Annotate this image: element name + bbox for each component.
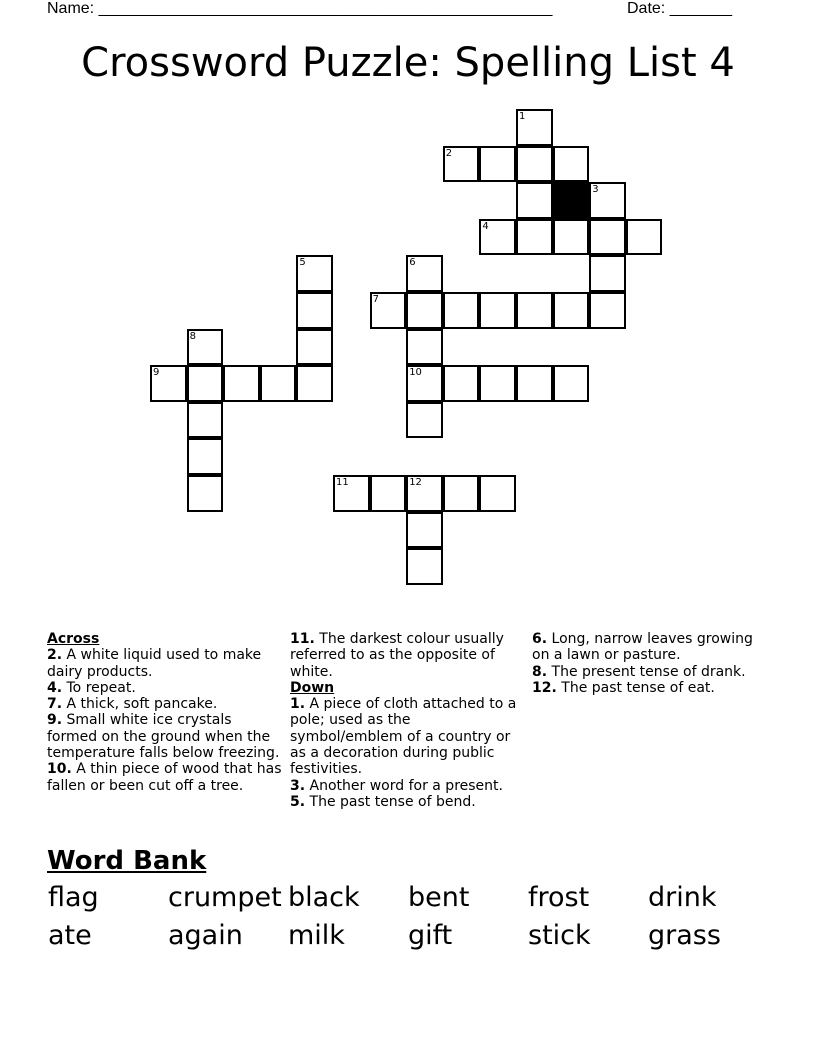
clue-number: 2. [47,647,63,664]
page-title: Crossword Puzzle: Spelling List 4 [81,40,735,86]
grid-cell[interactable] [406,292,443,329]
grid-cell[interactable] [187,475,224,512]
clue-text: A white liquid used to make dairy products. [47,647,262,680]
clue-number: 8. [532,663,548,680]
clue-number: 3. [290,777,306,794]
word-bank-word: milk [288,920,345,951]
clue-down [532,631,768,664]
word-bank-word: crumpet [168,882,282,913]
grid-cell[interactable] [187,402,224,439]
grid-cell[interactable] [516,292,553,329]
word-bank-word: drink [648,882,717,913]
grid-cell[interactable] [516,146,553,183]
clue-down [290,696,526,777]
word-bank-word: ate [48,920,92,951]
clue-number: 8 [189,330,196,342]
word-bank-word: black [288,882,360,913]
grid-cell[interactable] [187,365,224,402]
grid-cell[interactable] [479,292,516,329]
grid-cell[interactable] [479,365,516,402]
clue-text: To repeat. [62,679,136,696]
clue-number: 5. [290,793,306,810]
grid-cell[interactable] [553,219,590,256]
clue-across [47,696,283,712]
grid-cell[interactable] [589,182,626,219]
clue-across [47,712,283,761]
grid-cell[interactable] [553,292,590,329]
grid-cell[interactable] [406,475,443,512]
grid-cell[interactable] [223,365,260,402]
clue-number: 4 [482,220,489,232]
grid-cell[interactable] [370,292,407,329]
clue-number: 9 [153,367,160,379]
grid-cell[interactable] [406,402,443,439]
clue-down [532,680,768,696]
clue-text: Another word for a present. [305,777,503,794]
date-field-label[interactable]: Date: _______ [627,0,732,17]
grid-cell[interactable] [516,365,553,402]
clue-text: A piece of cloth attached to a pole; used as the symbol/emblem of a country or as a decoration during public festivities. [290,696,517,778]
clues-column-3 [532,631,768,696]
clue-across [47,647,283,680]
grid-cell[interactable] [479,146,516,183]
clue-number: 10. [47,761,72,778]
clue-number: 12 [409,477,422,488]
clue-number: 7. [47,696,63,713]
clue-across [47,761,283,794]
grid-cell[interactable] [370,475,407,512]
down-heading: Down [290,679,335,696]
clue-text: Long, narrow leaves growing on a lawn or pasture. [532,631,753,664]
clues-column-2 [290,631,526,810]
clue-down [532,664,768,680]
clue-text: The past tense of eat. [556,679,715,696]
grid-cell[interactable] [443,365,480,402]
clue-number: 7 [372,294,379,305]
word-bank-word: grass [648,920,721,951]
grid-cell[interactable] [333,475,370,512]
clue-number: 2 [445,147,453,159]
clue-text: The past tense of bend. [305,793,476,810]
grid-cell[interactable] [443,475,480,512]
clues-column-1 [47,631,283,794]
clue-across [290,631,526,680]
word-bank-title: Word Bank [47,846,207,876]
word-bank-word: stick [528,920,591,951]
grid-cell[interactable] [296,255,333,292]
clue-text: A thin piece of wood that has fallen or been cut off a tree. [47,761,282,794]
clue-text: The present tense of drank. [547,663,746,680]
clue-number: 6 [409,257,416,269]
word-bank-word: frost [528,882,590,913]
clue-number: 11. [290,631,315,647]
clue-down [290,794,526,810]
clue-number: 5 [299,257,306,269]
grid-cell[interactable] [589,219,626,256]
grid-cell[interactable] [296,292,333,329]
clue-number: 11 [336,477,349,488]
grid-cell[interactable] [553,365,590,402]
grid-cell[interactable] [296,365,333,402]
grid-cell[interactable] [589,255,626,292]
grid-cell[interactable] [406,255,443,292]
clue-number: 4. [47,679,63,696]
grid-cell[interactable] [443,146,480,183]
black-cell [553,182,590,219]
grid-cell[interactable] [516,219,553,256]
grid-cell[interactable] [406,512,443,549]
clue-text: A thick, soft pancake. [62,696,218,713]
name-field-label[interactable]: Name: ___________________________________________________ [47,0,553,17]
clue-number: 1 [519,111,526,122]
grid-cell[interactable] [406,548,443,585]
clue-text: Small white ice crystals formed on the ground when the temperature falls below freezing. [47,712,280,762]
grid-cell[interactable] [443,292,480,329]
word-bank-word: bent [408,882,470,913]
clue-down [290,778,526,794]
word-bank-word: again [168,920,243,951]
grid-cell[interactable] [150,365,187,402]
grid-cell[interactable] [479,219,516,256]
grid-cell[interactable] [187,438,224,475]
grid-cell[interactable] [296,329,333,366]
grid-cell[interactable] [479,475,516,512]
clue-number: 3 [592,184,599,196]
clue-text: The darkest colour usually referred to as the opposite of white. [290,631,504,680]
clue-number: 12. [532,679,557,696]
grid-cell[interactable] [187,329,224,366]
grid-cell[interactable] [406,365,443,402]
grid-cell[interactable] [516,182,553,219]
clue-number: 1. [290,696,306,713]
grid-cell[interactable] [406,329,443,366]
word-bank-word: gift [408,920,453,951]
word-bank-word: flag [48,882,99,913]
grid-cell[interactable] [516,109,553,146]
grid-cell[interactable] [553,146,590,183]
clue-number: 10 [409,367,422,379]
across-heading: Across [47,631,100,647]
grid-cell[interactable] [589,292,626,329]
clue-across [47,680,283,696]
clue-number: 6. [532,631,548,647]
clue-number: 9. [47,712,63,729]
grid-cell[interactable] [260,365,297,402]
grid-cell[interactable] [626,219,663,256]
